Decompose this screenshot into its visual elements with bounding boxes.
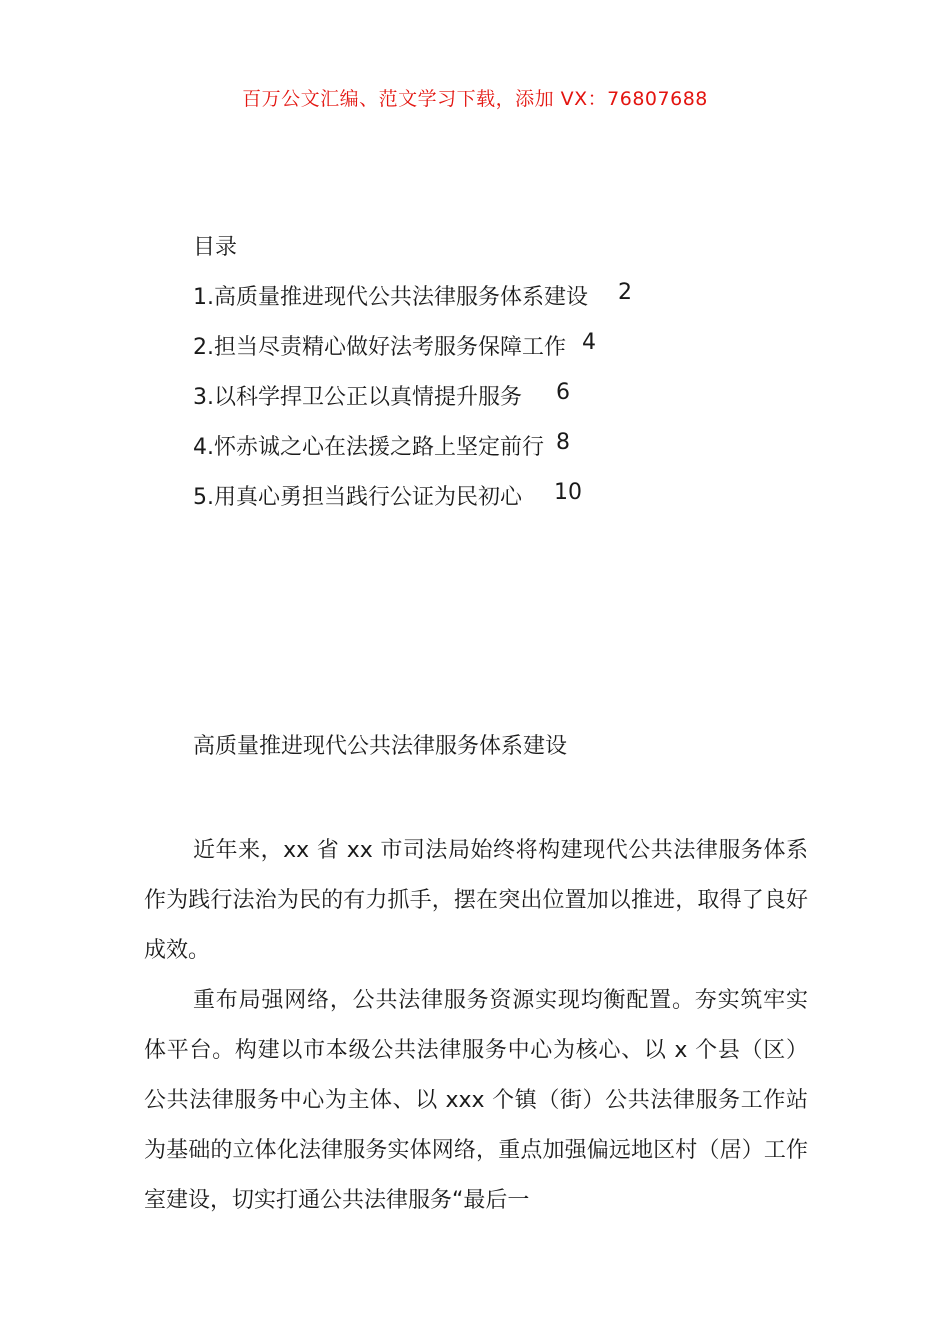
toc-entry-5[interactable] (193, 480, 632, 530)
toc-entry-3[interactable] (193, 380, 632, 430)
toc-entry-page: 2 (618, 280, 632, 305)
toc-entry-text: 3.以科学捍卫公正以真情提升服务 (193, 385, 522, 410)
toc-entry-page: 8 (556, 430, 570, 455)
toc-entry-text: 1.高质量推进现代公共法律服务体系建设 (193, 285, 588, 310)
download-notice: 百万公文汇编、范文学习下载，添加 VX：76807688 (242, 88, 708, 110)
toc-entry-page: 6 (556, 380, 570, 405)
toc-entry-text: 4.怀赤诚之心在法援之路上坚定前行 (193, 435, 544, 460)
toc-entry-text: 5.用真心勇担当践行公证为民初心 (193, 485, 522, 510)
toc-entry-4[interactable] (193, 430, 632, 480)
toc-entry-page: 4 (582, 330, 596, 355)
article-title: 高质量推进现代公共法律服务体系建设 (193, 734, 568, 759)
toc-entry-page: 10 (554, 480, 582, 505)
toc-entry-2[interactable] (193, 330, 632, 380)
table-of-contents (193, 280, 632, 530)
body-paragraph: 重布局强网络，公共法律服务资源实现均衡配置。夯实筑牢实体平台。构建以市本级公共法律服务中心为核心、以 x 个县（区）公共法律服务中心为主体、以 xxx 个镇（街）公共法律服务工作站为基础的立体化法律服务实体网络，重点加强偏远地区村（居）工作室建设，切实打通公共法律服务“最后一 (144, 988, 808, 1213)
toc-title: 目录 (193, 235, 238, 260)
toc-entry-text: 2.担当尽责精心做好法考服务保障工作 (193, 335, 566, 360)
body-paragraph: 近年来，xx 省 xx 市司法局始终将构建现代公共法律服务体系作为践行法治为民的有力抓手，摆在突出位置加以推进，取得了良好成效。 (144, 838, 808, 963)
toc-entry-1[interactable] (193, 280, 632, 330)
article-body (144, 826, 808, 1226)
